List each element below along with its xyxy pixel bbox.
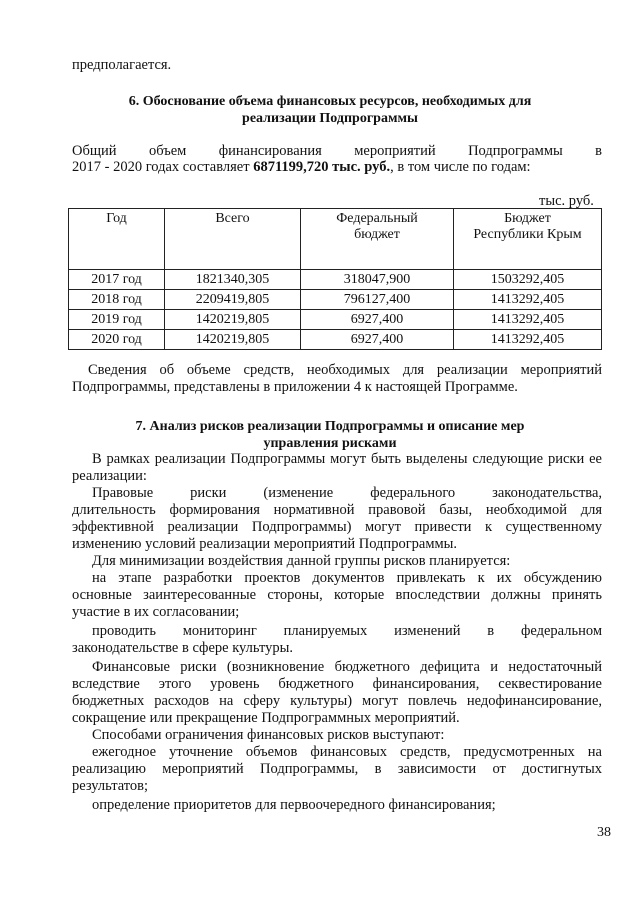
section7-heading-line2: управления рисками <box>263 436 397 451</box>
section7-line: изменению условий реализации мероприятий Подпрограммы. <box>72 536 458 552</box>
cell-total: 1821340,305 <box>165 270 301 290</box>
section7-line: проводить мониторинг планируемых изменений в федеральном <box>92 623 602 639</box>
section7-line: сокращение или прекращение Подпрограммных мероприятий. <box>72 710 460 726</box>
section7-line: реализацию мероприятий Подпрограммы, в зависимости от достигнутых <box>72 761 602 777</box>
section6-heading-line1: 6. Обоснование объема финансовых ресурсов, необходимых для <box>128 94 532 109</box>
section6-para-line1: Общий объем финансирования мероприятий Подпрограммы в <box>72 143 602 159</box>
cell-federal: 318047,900 <box>301 270 454 290</box>
table-row <box>69 330 602 350</box>
header-federal-line2: бюджет <box>354 227 400 242</box>
cell-crimea: 1413292,405 <box>454 330 602 350</box>
appendix-note-line2: Подпрограммы, представлены в приложении 4 к настоящей Программе. <box>72 379 518 395</box>
units-label: тыс. руб. <box>539 193 594 209</box>
section7-line: законодательстве в сфере культуры. <box>72 640 293 656</box>
cell-crimea: 1413292,405 <box>454 310 602 330</box>
cell-year: 2019 год <box>69 310 165 330</box>
header-federal-line1: Федеральный <box>336 211 418 226</box>
section6-para-line2 <box>72 159 531 176</box>
section7-line: длительность формирования нормативной правовой базы, необходимой для <box>72 502 602 518</box>
section6-heading <box>60 93 600 127</box>
appendix-note-line1: Сведения об объеме средств, необходимых для реализации мероприятий <box>88 362 602 378</box>
section7-line: ежегодное уточнение объемов финансовых средств, предусмотренных на <box>92 744 602 760</box>
cell-year: 2020 год <box>69 330 165 350</box>
section7-line: основные заинтересованные стороны, которые впоследствии должны принять <box>72 587 602 603</box>
section7-line: В рамках реализации Подпрограммы могут быть выделены следующие риски ее <box>92 451 602 467</box>
table-row <box>69 270 602 290</box>
para-prefix: 2017 - 2020 годах составляет <box>72 159 254 175</box>
section7-line: вследствие этого уровень бюджетного финансирования, секвестирование <box>72 676 602 692</box>
cell-year: 2018 год <box>69 290 165 310</box>
table-row <box>69 310 602 330</box>
header-crimea-line2: Республики Крым <box>473 227 582 242</box>
para-suffix: , в том числе по годам: <box>390 159 531 175</box>
top-text: предполагается. <box>72 57 172 73</box>
section7-line: реализации: <box>72 468 147 484</box>
section7-heading-line1: 7. Анализ рисков реализации Подпрограммы и описание мер <box>135 419 525 434</box>
cell-federal: 6927,400 <box>301 330 454 350</box>
section7-heading <box>60 418 600 452</box>
cell-total: 1420219,805 <box>165 310 301 330</box>
section7-line: определение приоритетов для первоочередного финансирования; <box>92 797 496 813</box>
section7-line: эффективной реализации Подпрограммы) могут привести к существенному <box>72 519 602 535</box>
section7-line: Для минимизации воздействия данной группы рисков планируется: <box>92 553 511 569</box>
section7-line: участие в их согласовании; <box>72 604 240 620</box>
cell-total: 2209419,805 <box>165 290 301 310</box>
section7-line: Правовые риски (изменение федерального законодательства, <box>92 485 602 501</box>
cell-crimea: 1503292,405 <box>454 270 602 290</box>
section7-line: бюджетных расходов на сферу культуры) могут повлечь недофинансирование, <box>72 693 602 709</box>
header-crimea-line1: Бюджет <box>504 211 551 226</box>
header-federal <box>301 209 454 270</box>
cell-year: 2017 год <box>69 270 165 290</box>
total-amount: 6871199,720 тыс. руб. <box>253 159 391 175</box>
cell-federal: 6927,400 <box>301 310 454 330</box>
page-number: 38 <box>597 825 611 840</box>
section7-line: на этапе разработки проектов документов привлекать к их обсуждению <box>92 570 602 586</box>
cell-crimea: 1413292,405 <box>454 290 602 310</box>
header-crimea <box>454 209 602 270</box>
cell-total: 1420219,805 <box>165 330 301 350</box>
section7-line: Финансовые риски (возникновение бюджетного дефицита и недостаточный <box>92 659 602 675</box>
section7-line: Способами ограничения финансовых рисков выступают: <box>92 727 445 743</box>
section7-line: результатов; <box>72 778 149 794</box>
header-total: Всего <box>165 209 301 270</box>
section6-heading-line2: реализации Подпрограммы <box>242 111 418 126</box>
header-year: Год <box>69 209 165 270</box>
budget-table <box>68 208 602 350</box>
table-header-row <box>69 209 602 270</box>
table-row <box>69 290 602 310</box>
cell-federal: 796127,400 <box>301 290 454 310</box>
